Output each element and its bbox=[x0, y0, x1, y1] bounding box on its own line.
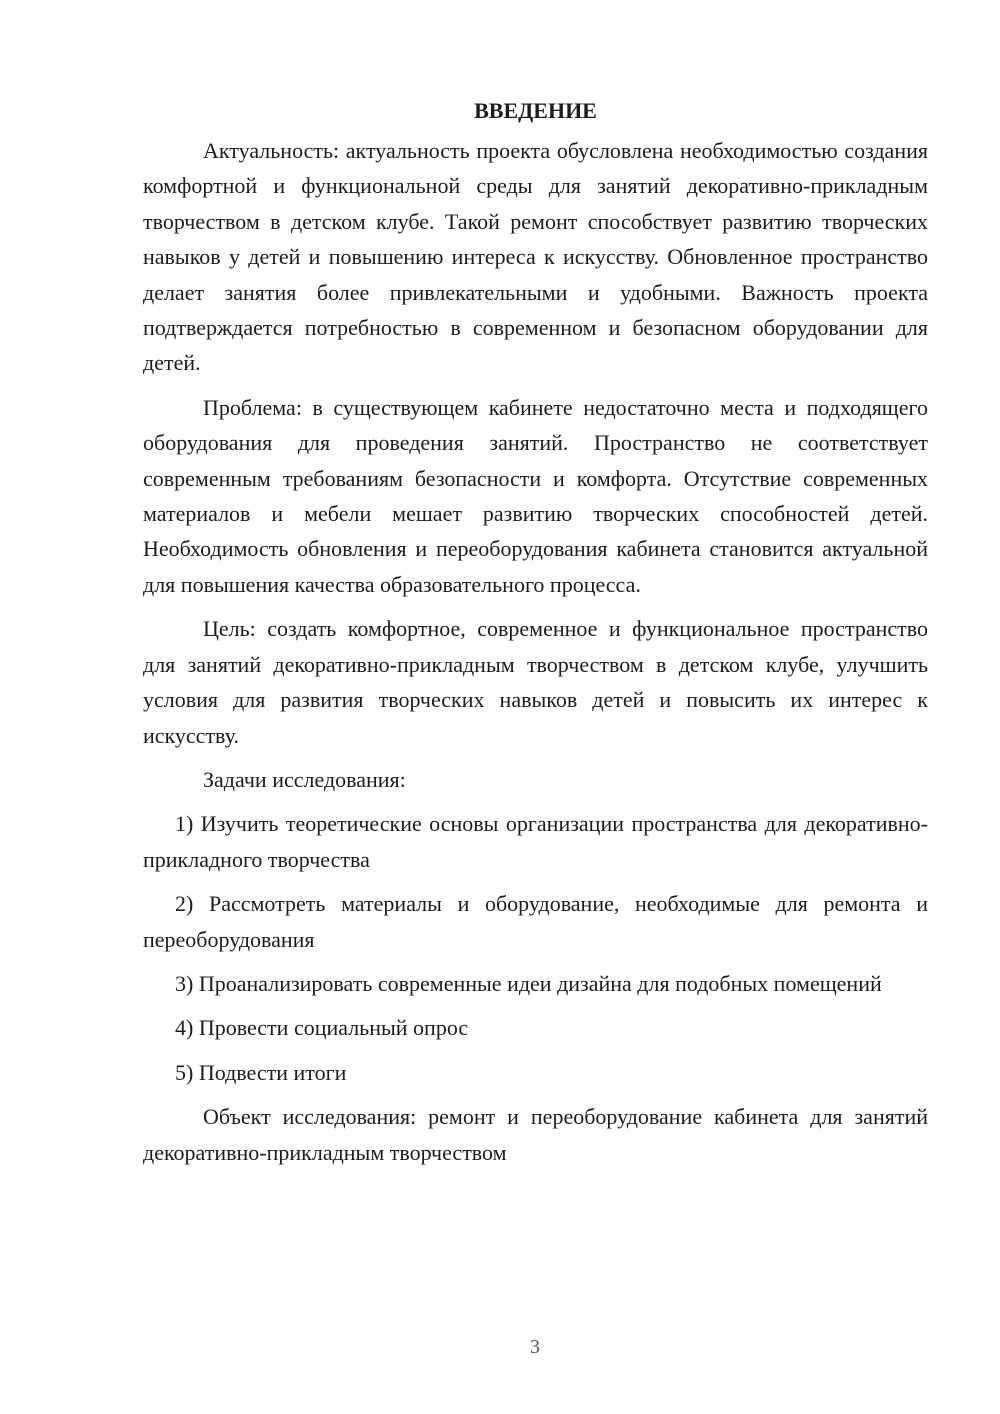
list-item: 3) Проанализировать современные идеи дизайна для подобных помещений bbox=[175, 970, 882, 996]
goal-paragraph: Цель: создать комфортное, современное и функциональное пространство для занятий декоративно-прикладным творчеством в детском клубе, улучшить условия для развития творческих навыков детей и повысить их интерес к искусству. bbox=[143, 616, 928, 748]
page-number: 3 bbox=[530, 1336, 540, 1358]
page-content bbox=[143, 93, 928, 1179]
page-title: ВВЕДЕНИЕ bbox=[474, 98, 597, 123]
list-item: 5) Подвести итоги bbox=[175, 1059, 347, 1085]
problem-paragraph: Проблема: в существующем кабинете недостаточно места и подходящего оборудования для проведения занятий. Пространство не соответствует современным требованиям безопасности и комфорта. Отсутствие современных материалов и мебели мешает развитию творческих способностей детей. Необходимость обновления и переоборудования кабинета становится актуальной для повышения качества образовательного процесса. bbox=[143, 394, 928, 597]
tasks-label: Задачи исследования: bbox=[203, 766, 406, 792]
list-item: 2) Рассмотреть материалы и оборудование, необходимые для ремонта и переоборудования bbox=[143, 891, 928, 952]
relevance-paragraph: Актуальность: актуальность проекта обусловлена необходимостью создания комфортной и функциональной среды для занятий декоративно-прикладным творчеством в детском клубе. Такой ремонт способствует развитию творческих навыков у детей и повышению интереса к искусству. Обновленное пространство делает занятия более привлекательными и удобными. Важность проекта подтверждается потребностью в современном и безопасном оборудовании для детей. bbox=[143, 138, 928, 376]
tasks-list bbox=[143, 806, 928, 1090]
list-item: 4) Провести социальный опрос bbox=[175, 1015, 469, 1041]
list-item: 1) Изучить теоретические основы организации пространства для декоративно-прикладного творчества bbox=[143, 811, 928, 872]
object-paragraph: Объект исследования: ремонт и переоборудование кабинета для занятий декоративно-прикладным творчеством bbox=[143, 1104, 928, 1165]
